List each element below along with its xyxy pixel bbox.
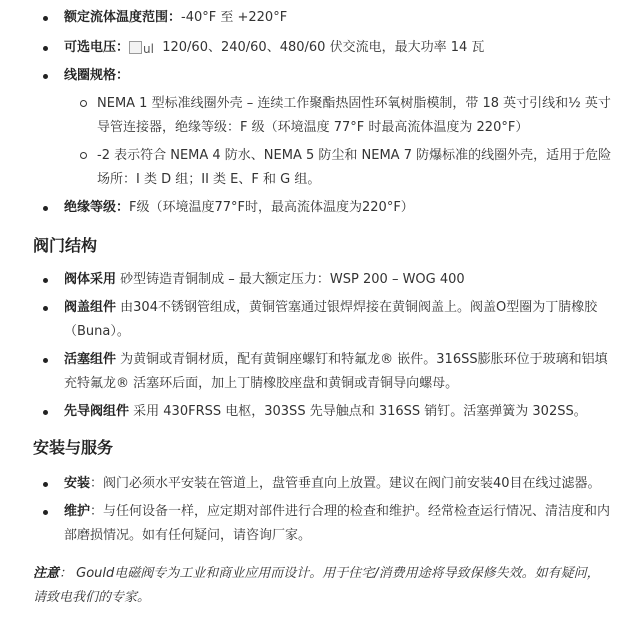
list-item — [0, 400, 642, 424]
valve-construction-heading: 阀门结构 — [33, 236, 98, 255]
list-item — [0, 64, 642, 88]
ul-image-alt: ul — [143, 42, 154, 56]
valve-construction-list — [0, 268, 642, 424]
install-service-list — [0, 472, 642, 548]
piston-label: 活塞组件 — [64, 352, 117, 367]
disclaimer-note — [0, 562, 642, 610]
install-label: 安装 — [64, 476, 91, 491]
coil-spec-label: 线圈规格： — [64, 68, 130, 83]
insulation-label: 绝缘等级： — [64, 200, 130, 215]
coil-spec-sublist — [0, 92, 642, 192]
sub-list-item: NEMA 1 型标准线圈外壳 – 连续工作聚酯热固性环氧树脂模制，带 18 英寸引线和½ 英寸导管连接器，绝缘等级：F 级（环境温度 77°F 时最高流体温度为 220°F） — [0, 92, 642, 140]
voltage-value: 120/60、240/60、480/60 伏交流电，最大功率 14 瓦 — [162, 40, 485, 55]
piston-text: 为黄铜或青铜材质，配有黄铜座螺钉和特氟龙® 嵌件。316SS膨胀环位于玻璃和铝填充特氟龙® 活塞环后面，加上丁腈橡胶座盘和黄铜或青铜导向螺母。 — [64, 352, 608, 391]
maintenance-label: 维护 — [64, 504, 91, 519]
fluid-temp-value: -40°F 至 +220°F — [181, 10, 288, 25]
sub-list-item: -2 表示符合 NEMA 4 防水、NEMA 5 防尘和 NEMA 7 防爆标准的线圈外壳，适用于危险场所：I 类 D 组；II 类 E、F 和 G 组。 — [0, 144, 642, 192]
note-label: 注意 — [33, 566, 60, 581]
list-item — [0, 348, 642, 396]
list-item — [0, 268, 642, 292]
maintenance-text: ：与任何设备一样，应定期对部件进行合理的检查和维护。经常检查运行情况、清洁度和内部磨损情况。如有任何疑问，请咨询厂家。 — [64, 504, 611, 543]
list-item — [0, 36, 642, 60]
valve-body-label: 阀体采用 — [64, 272, 117, 287]
list-item — [0, 500, 642, 548]
fluid-temp-label: 额定流体温度范围： — [64, 10, 182, 25]
list-item — [0, 472, 642, 496]
voltage-label: 可选电压： — [64, 40, 130, 55]
pilot-text: 采用 430FRSS 电枢，303SS 先导触点和 316SS 销钉。活塞弹簧为 302SS。 — [133, 404, 587, 419]
install-service-heading: 安装与服务 — [33, 438, 114, 457]
spec-list-continued — [0, 196, 642, 220]
install-text: ：阀门必须水平安装在管道上，盘管垂直向上放置。建议在阀门前安装40目在线过滤器。 — [90, 476, 601, 491]
pilot-label: 先导阀组件 — [64, 404, 130, 419]
bonnet-text: 由304不锈钢管组成，黄铜管塞通过银焊焊接在黄铜阀盖上。阀盖O型圈为丁腈橡胶（Buna）。 — [64, 300, 598, 339]
list-item — [0, 196, 642, 220]
list-item — [0, 296, 642, 344]
note-text: ： Gould电磁阀专为工业和商业应用而设计。用于住宅/消费用途将导致保修失效。如有疑问，请致电我们的专家。 — [33, 566, 600, 605]
broken-image-icon — [129, 41, 142, 54]
product-spec-page — [0, 6, 642, 619]
spec-list — [0, 6, 642, 88]
bonnet-label: 阀盖组件 — [64, 300, 117, 315]
list-item — [0, 6, 642, 30]
valve-body-text: 砂型铸造青铜制成 – 最大额定压力：WSP 200 – WOG 400 — [120, 272, 465, 287]
insulation-value: F级（环境温度77°F时，最高流体温度为220°F） — [129, 200, 414, 215]
ul-logo-image — [129, 41, 154, 55]
